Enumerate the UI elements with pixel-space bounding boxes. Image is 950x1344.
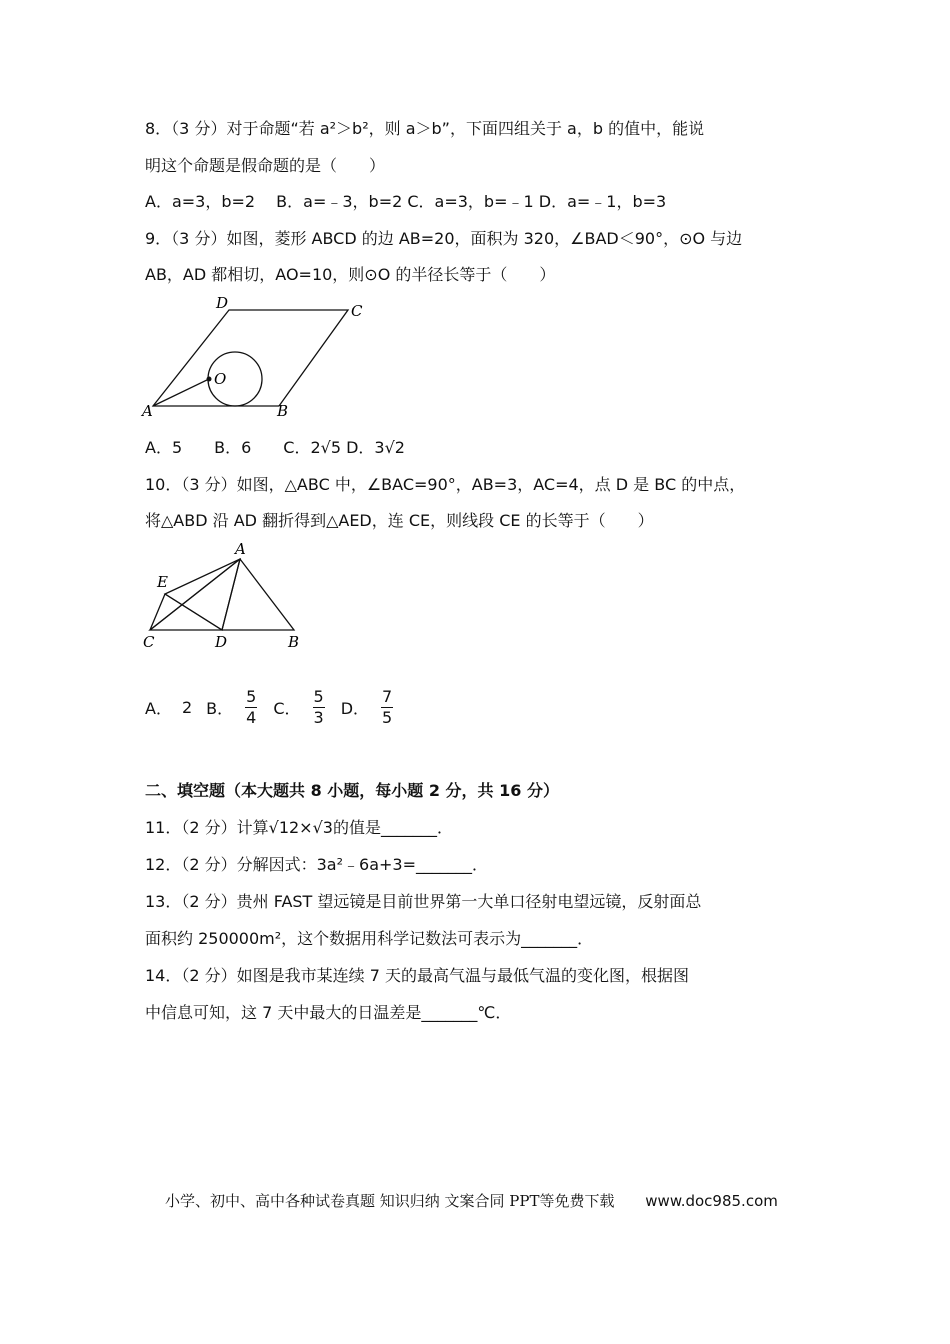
option-value: 2 xyxy=(181,697,193,717)
option-label: B． xyxy=(206,698,234,718)
numerator: 5 xyxy=(246,686,257,706)
fraction xyxy=(381,687,393,728)
triangle-aed xyxy=(165,559,240,630)
option-label: C． xyxy=(273,698,301,718)
label-c: C xyxy=(143,633,155,651)
q14-line2: 中信息可知，这 7 天中最大的日温差是_______℃． xyxy=(145,1003,512,1022)
q14-line1: 14．（2 分）如图是我市某连续 7 天的最高气温与最低气温的变化图，根据图 xyxy=(145,966,689,985)
label-c: C xyxy=(351,302,363,320)
label-a: A xyxy=(235,540,246,558)
footer-text: 小学、初中、高中各种试卷真题 知识归纳 文案合同 PPT等免费下载 xyxy=(165,1192,615,1210)
option-label: D． xyxy=(340,698,370,718)
label-d: D xyxy=(215,633,228,651)
denominator: 4 xyxy=(246,707,257,727)
footer-site-link[interactable]: www.doc985.com xyxy=(645,1192,778,1210)
q10-options xyxy=(145,684,409,730)
q10-line1: 10．（3 分）如图，△ABC 中，∠BAC=90°，AB=3，AC=4，点 D 是 BC 的中点， xyxy=(145,475,746,494)
segment-ao xyxy=(153,379,209,406)
q8-options: A．a=3，b=2 B．a=﹣3，b=2 C．a=3，b=﹣1 D．a=﹣1，b=3 xyxy=(145,192,667,211)
q10-option-a xyxy=(145,696,192,719)
q8-line1: 8．（3 分）对于命题“若 a²＞b²，则 a＞b”，下面四组关于 a，b 的值中，能说 xyxy=(145,119,705,138)
denominator: 5 xyxy=(382,707,393,727)
footer xyxy=(165,1190,778,1211)
q9-options: A．5 B．6 C．2√5 D．3√2 xyxy=(145,438,405,457)
label-d: D xyxy=(216,294,229,312)
q10-line2: 将△ABD 沿 AD 翻折得到△AED，连 CE，则线段 CE 的长等于（ ） xyxy=(145,511,654,530)
label-b: B xyxy=(277,402,289,420)
triangle-abc xyxy=(150,559,294,630)
segment-ad xyxy=(222,559,240,630)
option-label: A． xyxy=(145,698,172,718)
q10-option-c xyxy=(273,687,326,728)
triangle-figure xyxy=(140,540,310,655)
q11-text: 11．（2 分）计算√12×√3的值是_______． xyxy=(145,818,453,837)
q10-option-d xyxy=(341,687,396,728)
segment-ca xyxy=(150,559,240,630)
q12-text: 12．（2 分）分解因式：3a²﹣6a+3=_______． xyxy=(145,855,489,874)
rhombus-figure xyxy=(140,292,380,427)
numerator: 5 xyxy=(313,686,324,706)
center-o-dot xyxy=(207,377,212,382)
denominator: 3 xyxy=(313,707,324,727)
q8-line2: 明这个命题是假命题的是（ ） xyxy=(145,156,386,175)
label-b: B xyxy=(288,633,300,651)
q10-option-b xyxy=(206,687,259,728)
label-e: E xyxy=(157,573,168,591)
q13-line2: 面积约 250000m²，这个数据用科学记数法可表示为_______． xyxy=(145,929,594,948)
numerator: 7 xyxy=(382,686,393,706)
section-title: 二、填空题（本大题共 8 小题，每小题 2 分，共 16 分） xyxy=(145,781,559,800)
q13-line1: 13．（2 分）贵州 FAST 望远镜是目前世界第一大单口径射电望远镜，反射面总 xyxy=(145,892,702,911)
label-a: A xyxy=(142,402,153,420)
fraction xyxy=(245,687,257,728)
label-o: O xyxy=(214,370,227,388)
q9-line1: 9．（3 分）如图，菱形 ABCD 的边 AB=20，面积为 320，∠BAD＜90°，⊙O 与边 xyxy=(145,229,743,248)
q9-line2: AB，AD 都相切，AO=10，则⊙O 的半径长等于（ ） xyxy=(145,265,556,284)
fraction xyxy=(313,687,325,728)
